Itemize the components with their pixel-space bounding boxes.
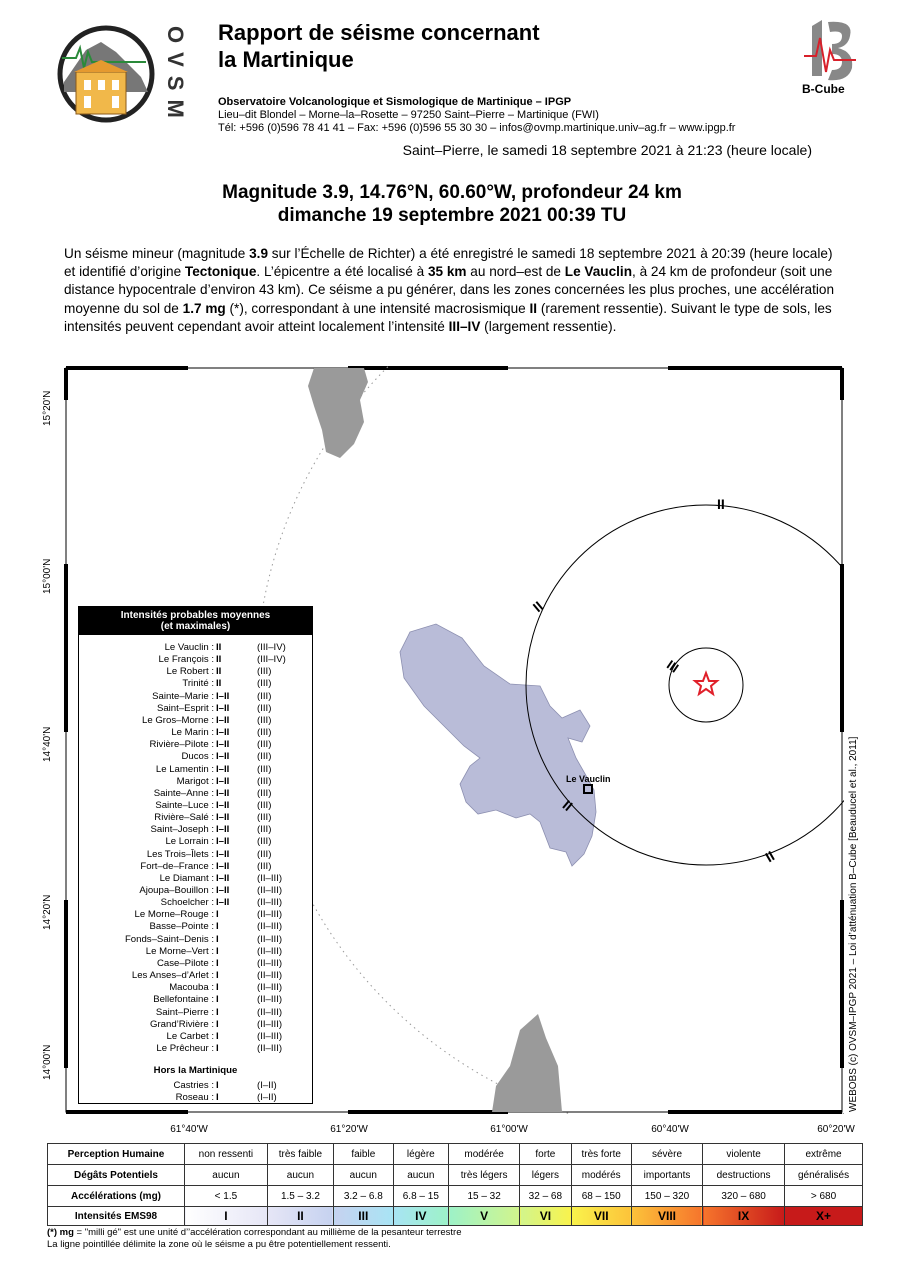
town-label: Le Vauclin — [566, 774, 611, 784]
scale-cell: 15 – 32 — [449, 1186, 520, 1207]
event-description — [64, 245, 844, 336]
legend-max-intensity: (III) — [257, 836, 272, 848]
legend-town: Rivière–Pilote : — [149, 739, 214, 751]
desc-text: , à 24 km de profondeur (soit une distance hypocentrale d’environ 43 km). Ce séisme a pu générer, dans les zones concernées les plus proches, une accélération moyenne du sol de — [64, 264, 834, 316]
lat-label: 14°40'N — [42, 726, 53, 762]
intensity-scale-table — [47, 1143, 863, 1226]
legend-town: Fonds–Saint–Denis : — [124, 933, 214, 945]
scale-cell: 32 – 68 — [520, 1186, 571, 1207]
org-contact: Tél: +596 (0)596 78 41 41 – Fax: +596 (0)596 55 30 30 – infos@ovmp.martinique.univ–ag.fr – www.ipgp.fr — [218, 122, 736, 134]
legend-max-intensity: (III–IV) — [257, 642, 286, 653]
legend-intensity: II — [216, 666, 222, 678]
map-credit: WEBOBS (c) OVSM–IPGP 2021 – Loi d’atténuation B–Cube [Beauducel et al., 2011] — [848, 736, 859, 1112]
legend-row — [79, 861, 312, 873]
scale-cell: très faible — [267, 1144, 333, 1165]
legend-town: Le Gros–Morne : — [142, 714, 214, 726]
legend-row — [79, 824, 312, 836]
scale-row-ems — [48, 1207, 863, 1226]
legend-max-intensity: (III) — [257, 739, 272, 751]
legend-row — [79, 958, 312, 970]
legend-header — [79, 607, 312, 635]
legend-outside-title: Hors la Martinique — [153, 1065, 238, 1077]
scale-cell: 3.2 – 6.8 — [334, 1186, 394, 1207]
legend-row — [79, 836, 312, 848]
scale-cell: très forte — [571, 1144, 631, 1165]
legend-row — [79, 921, 312, 933]
legend-subtitle: (et maximales) — [160, 621, 231, 632]
legend-intensity: I–II — [216, 799, 230, 811]
legend-max-intensity: (III) — [257, 775, 272, 787]
legend-town: Roseau : — [175, 1092, 214, 1104]
footnote-text: = "milli gé" est une unité d’’accélération correspondant au millième de la pesanteur terrestre — [73, 1227, 462, 1238]
legend-town: Le Vauclin : — [164, 642, 214, 653]
desc-distance: 35 km — [427, 264, 467, 280]
desc-text: au nord–est de — [466, 264, 565, 280]
scale-cell: destructions — [703, 1165, 785, 1186]
legend-row — [79, 703, 312, 715]
scale-cell: aucun — [185, 1165, 268, 1186]
ems-intensity-cell: V — [449, 1207, 520, 1226]
legend-town: Rivière–Salé : — [154, 812, 214, 824]
legend-intensity: I — [216, 909, 219, 921]
desc-acceleration: 1.7 mg — [182, 300, 226, 316]
legend-town: Le Morne–Rouge : — [134, 909, 214, 921]
legend-max-intensity: (II–III) — [257, 921, 283, 933]
ems-intensity-cell: VIII — [631, 1207, 702, 1226]
ring-label-ii-left: II — [529, 597, 546, 616]
legend-intensity: I–II — [216, 885, 230, 896]
legend-max-intensity: (II–III) — [257, 970, 283, 982]
legend-max-intensity: (III) — [257, 751, 272, 763]
legend-row — [79, 1019, 312, 1031]
ovsm-logo-text — [163, 26, 188, 127]
footnote-dotted-line: La ligne pointillée délimite la zone où le séisme a pu être potentiellement ressenti. — [47, 1238, 391, 1250]
legend-town: Le Marin : — [171, 727, 214, 739]
legend-intensity: I–II — [216, 763, 230, 775]
scale-cell: forte — [520, 1144, 571, 1165]
legend-town: Le François : — [158, 654, 214, 666]
legend-row — [79, 1007, 312, 1019]
legend-town: Castries : — [173, 1080, 214, 1092]
legend-max-intensity: (II–III) — [257, 1042, 283, 1054]
legend-max-intensity: (II–III) — [257, 957, 283, 969]
legend-town: Trinité : — [182, 678, 214, 690]
event-magnitude-location: Magnitude 3.9, 14.76°N, 60.60°W, profondeur 24 km — [222, 182, 682, 203]
legend-intensity: I–II — [216, 787, 230, 799]
scale-cell: 6.8 – 15 — [393, 1186, 448, 1207]
scale-cell: violente — [703, 1144, 785, 1165]
legend-town: Ducos : — [181, 751, 214, 763]
legend-max-intensity: (III) — [257, 812, 272, 824]
legend-row-outside — [79, 1080, 312, 1092]
legend-row — [79, 970, 312, 982]
legend-row — [79, 946, 312, 958]
legend-max-intensity: (III) — [257, 763, 272, 775]
ovsm-logo-label: OVSM — [163, 26, 188, 127]
legend-max-intensity: (III) — [257, 799, 272, 811]
footnote-unit: (*) mg — [47, 1227, 74, 1238]
legend-max-intensity: (III) — [257, 690, 272, 702]
footnote — [47, 1227, 462, 1250]
ring-label-ii-top: II — [717, 496, 725, 512]
desc-text: Un séisme mineur (magnitude — [64, 246, 250, 261]
event-datetime: dimanche 19 septembre 2021 00:39 TU — [277, 205, 627, 226]
legend-row — [79, 776, 312, 788]
legend-row — [79, 678, 312, 690]
scale-cell: généralisés — [785, 1165, 863, 1186]
legend-row — [79, 642, 312, 654]
desc-text: (largement ressentie). — [480, 318, 617, 334]
lat-label: 15°00'N — [42, 558, 53, 594]
lat-label: 14°20'N — [42, 894, 53, 930]
event-headline — [0, 181, 904, 227]
report-dateline: Saint–Pierre, le samedi 18 septembre 2021 à 21:23 (heure locale) — [402, 142, 812, 158]
legend-row — [79, 739, 312, 751]
ems-intensity-cell: I — [185, 1207, 268, 1226]
legend-intensity: I — [216, 1018, 219, 1030]
legend-max-intensity: (II–III) — [257, 1006, 283, 1018]
scale-row — [48, 1186, 863, 1207]
legend-town: Bellefontaine : — [153, 994, 214, 1006]
scale-cell: 68 – 150 — [571, 1186, 631, 1207]
legend-town: Les Anses–d’Arlet : — [131, 970, 214, 982]
bcube-logo — [800, 16, 860, 96]
legend-row — [79, 994, 312, 1006]
legend-town: Ajoupa–Bouillon : — [139, 885, 214, 896]
legend-town: Les Trois–Îlets : — [146, 848, 214, 860]
legend-town: Fort–de–France : — [140, 860, 214, 872]
legend-town: Sainte–Anne : — [153, 787, 214, 799]
scale-row-header: Accélérations (mg) — [48, 1186, 185, 1207]
scale-cell: 150 – 320 — [631, 1186, 702, 1207]
legend-intensity: I — [216, 1042, 219, 1054]
legend-row — [79, 666, 312, 678]
legend-row — [79, 873, 312, 885]
report-title-line2: la Martinique — [218, 47, 354, 72]
scale-cell: légers — [520, 1165, 571, 1186]
legend-town: Le Lamentin : — [155, 763, 214, 775]
ems-intensity-cell: X+ — [785, 1207, 863, 1226]
lon-label: 60°40'W — [651, 1124, 689, 1135]
legend-intensity: I–II — [216, 727, 230, 739]
legend-row — [79, 727, 312, 739]
scale-cell: aucun — [267, 1165, 333, 1186]
legend-intensity: I — [216, 1080, 219, 1092]
legend-intensity: I — [216, 994, 219, 1006]
legend-max-intensity: (II–III) — [257, 1030, 283, 1042]
scale-cell: très légers — [449, 1165, 520, 1186]
legend-intensity: I–II — [216, 812, 230, 824]
legend-max-intensity: (III) — [257, 714, 272, 726]
lon-label: 60°20'W — [817, 1124, 855, 1135]
ring-label-iii: III — [664, 657, 682, 676]
legend-row — [79, 812, 312, 824]
legend-town: Saint–Joseph : — [150, 824, 214, 836]
lon-label: 61°00'W — [490, 1124, 528, 1135]
ems-intensity-cell: IV — [393, 1207, 448, 1226]
legend-intensity: I — [216, 970, 219, 982]
scale-row-header: Intensités EMS98 — [48, 1207, 185, 1226]
legend-intensity: II — [216, 678, 222, 690]
legend-row — [79, 849, 312, 861]
ems-intensity-cell: II — [267, 1207, 333, 1226]
org-address: Lieu–dit Blondel – Morne–la–Rosette – 97250 Saint–Pierre – Martinique (FWI) — [218, 109, 599, 121]
legend-town: Le Prêcheur : — [156, 1042, 214, 1054]
legend-intensity: I–II — [216, 836, 230, 848]
legend-row — [79, 982, 312, 994]
ring-label-ii-lower-left: II — [559, 796, 576, 815]
legend-intensity: I — [216, 933, 219, 945]
lon-label: 61°20'W — [330, 1124, 368, 1135]
legend-intensity: I–II — [216, 714, 230, 726]
legend-max-intensity: (III) — [257, 666, 272, 678]
legend-max-intensity: (I–II) — [257, 1092, 277, 1104]
legend-max-intensity: (III) — [257, 824, 272, 836]
scale-cell: 1.5 – 3.2 — [267, 1186, 333, 1207]
legend-max-intensity: (III) — [257, 727, 272, 739]
lat-label: 15°20'N — [42, 390, 53, 426]
scale-row — [48, 1165, 863, 1186]
ems-intensity-cell: III — [334, 1207, 394, 1226]
legend-intensity: II — [216, 654, 222, 666]
legend-intensity: I–II — [216, 860, 230, 872]
desc-intensity: II — [529, 300, 538, 316]
legend-town: Grand’Rivière : — [150, 1018, 214, 1030]
legend-row — [79, 751, 312, 763]
legend-row — [79, 691, 312, 703]
bcube-logo-label: B-Cube — [802, 82, 845, 96]
legend-intensity: I–II — [216, 702, 230, 714]
legend-town: Le Diamant : — [159, 872, 214, 884]
legend-intensity: I — [216, 982, 219, 994]
legend-max-intensity: (II–III) — [257, 982, 283, 994]
legend-intensity: I–II — [216, 751, 230, 763]
legend-row — [79, 1043, 312, 1055]
legend-row — [79, 654, 312, 666]
legend-max-intensity: (II–III) — [257, 945, 283, 957]
legend-intensity: I — [216, 1006, 219, 1018]
legend-town: Macouba : — [169, 982, 214, 994]
org-block — [218, 96, 735, 135]
desc-text: (rarement ressentie). Suivant le type de sols, les intensités peuvent cependant avoir atteint localement l’intensité — [64, 300, 832, 334]
legend-max-intensity: (III) — [257, 787, 272, 799]
legend-intensity: I — [216, 945, 219, 957]
legend-row — [79, 715, 312, 727]
lon-label: 61°40'W — [170, 1124, 208, 1135]
legend-town: Basse–Pointe : — [149, 921, 214, 933]
ems-intensity-cell: VII — [571, 1207, 631, 1226]
scale-cell: importants — [631, 1165, 702, 1186]
legend-intensity: I–II — [216, 690, 230, 702]
legend-row — [79, 885, 312, 897]
ems-intensity-cell: IX — [703, 1207, 785, 1226]
scale-cell: modérée — [449, 1144, 520, 1165]
legend-intensity: I — [216, 1030, 219, 1042]
legend-row — [79, 788, 312, 800]
legend-max-intensity: (II–III) — [257, 909, 283, 921]
lat-label: 14°00'N — [42, 1044, 53, 1080]
report-title-line1: Rapport de séisme concernant — [218, 20, 540, 45]
legend-town: Schoelcher : — [160, 897, 214, 909]
legend-intensity: I — [216, 921, 219, 933]
legend-max-intensity: (III) — [257, 678, 272, 690]
legend-row — [79, 800, 312, 812]
report-title — [218, 19, 540, 73]
legend-town: Saint–Esprit : — [156, 702, 214, 714]
legend-town: Le Robert : — [166, 666, 214, 678]
legend-max-intensity: (II–III) — [257, 885, 283, 896]
legend-intensity: I — [216, 957, 219, 969]
scale-cell: modérés — [571, 1165, 631, 1186]
intensity-legend — [78, 606, 313, 1104]
scale-cell: 320 – 680 — [703, 1186, 785, 1207]
legend-intensity: II — [216, 642, 222, 653]
scale-row-header: Dégâts Potentiels — [48, 1165, 185, 1186]
legend-intensity: I–II — [216, 897, 230, 909]
scale-cell: < 1.5 — [185, 1186, 268, 1207]
legend-max-intensity: (III) — [257, 860, 272, 872]
legend-row — [79, 764, 312, 776]
legend-town: Marigot : — [176, 775, 214, 787]
scale-cell: légère — [393, 1144, 448, 1165]
scale-cell: aucun — [334, 1165, 394, 1186]
scale-cell: non ressenti — [185, 1144, 268, 1165]
legend-town: Le Morne–Vert : — [145, 945, 214, 957]
desc-max-intensity: III–IV — [448, 318, 481, 334]
legend-intensity: I–II — [216, 848, 230, 860]
legend-row — [79, 1031, 312, 1043]
legend-row — [79, 934, 312, 946]
scale-cell: aucun — [393, 1165, 448, 1186]
legend-max-intensity: (III) — [257, 702, 272, 714]
scale-cell: faible — [334, 1144, 394, 1165]
legend-town: Saint–Pierre : — [155, 1006, 214, 1018]
legend-max-intensity: (III–IV) — [257, 654, 286, 666]
ems-intensity-cell: VI — [520, 1207, 571, 1226]
legend-max-intensity: (II–III) — [257, 872, 283, 884]
legend-town: Le Carbet : — [166, 1030, 214, 1042]
legend-max-intensity: (I–II) — [257, 1080, 277, 1092]
legend-intensity: I–II — [216, 824, 230, 836]
legend-town: Case–Pilote : — [156, 957, 214, 969]
scale-row-header: Perception Humaine — [48, 1144, 185, 1165]
legend-max-intensity: (II–III) — [257, 897, 283, 909]
legend-max-intensity: (II–III) — [257, 994, 283, 1006]
legend-row — [79, 897, 312, 909]
scale-cell: extrême — [785, 1144, 863, 1165]
legend-max-intensity: (II–III) — [257, 1018, 283, 1030]
legend-max-intensity: (III) — [257, 848, 272, 860]
legend-intensity: I–II — [216, 872, 230, 884]
legend-title: Intensités probables moyennes — [120, 610, 271, 621]
scale-cell: > 680 — [785, 1186, 863, 1207]
legend-intensity: I — [216, 1092, 219, 1104]
scale-row — [48, 1144, 863, 1165]
scale-cell: sévère — [631, 1144, 702, 1165]
ring-label-ii-lower-right: II — [762, 847, 778, 866]
legend-intensity: I–II — [216, 775, 230, 787]
legend-intensity: I–II — [216, 739, 230, 751]
desc-text: (*), correspondant à une intensité macrosismique — [225, 300, 530, 316]
desc-text: . L’épicentre a été localisé à — [256, 264, 428, 280]
legend-row — [79, 909, 312, 921]
legend-max-intensity: (II–III) — [257, 933, 283, 945]
desc-town: Le Vauclin — [564, 264, 633, 280]
desc-text: sur l’Échelle de Richter) a été enregistré le samedi 18 septembre 2021 à 20:39 (heure locale) et identifié d’origine — [64, 246, 833, 280]
legend-town: Le Lorrain : — [165, 836, 214, 848]
desc-magnitude: 3.9 — [249, 246, 269, 261]
legend-town: Sainte–Luce : — [155, 799, 214, 811]
legend-town: Sainte–Marie : — [152, 690, 214, 702]
desc-origin: Tectonique — [184, 264, 257, 280]
legend-row-outside — [79, 1092, 312, 1104]
org-name: Observatoire Volcanologique et Sismologique de Martinique – IPGP — [218, 96, 572, 108]
